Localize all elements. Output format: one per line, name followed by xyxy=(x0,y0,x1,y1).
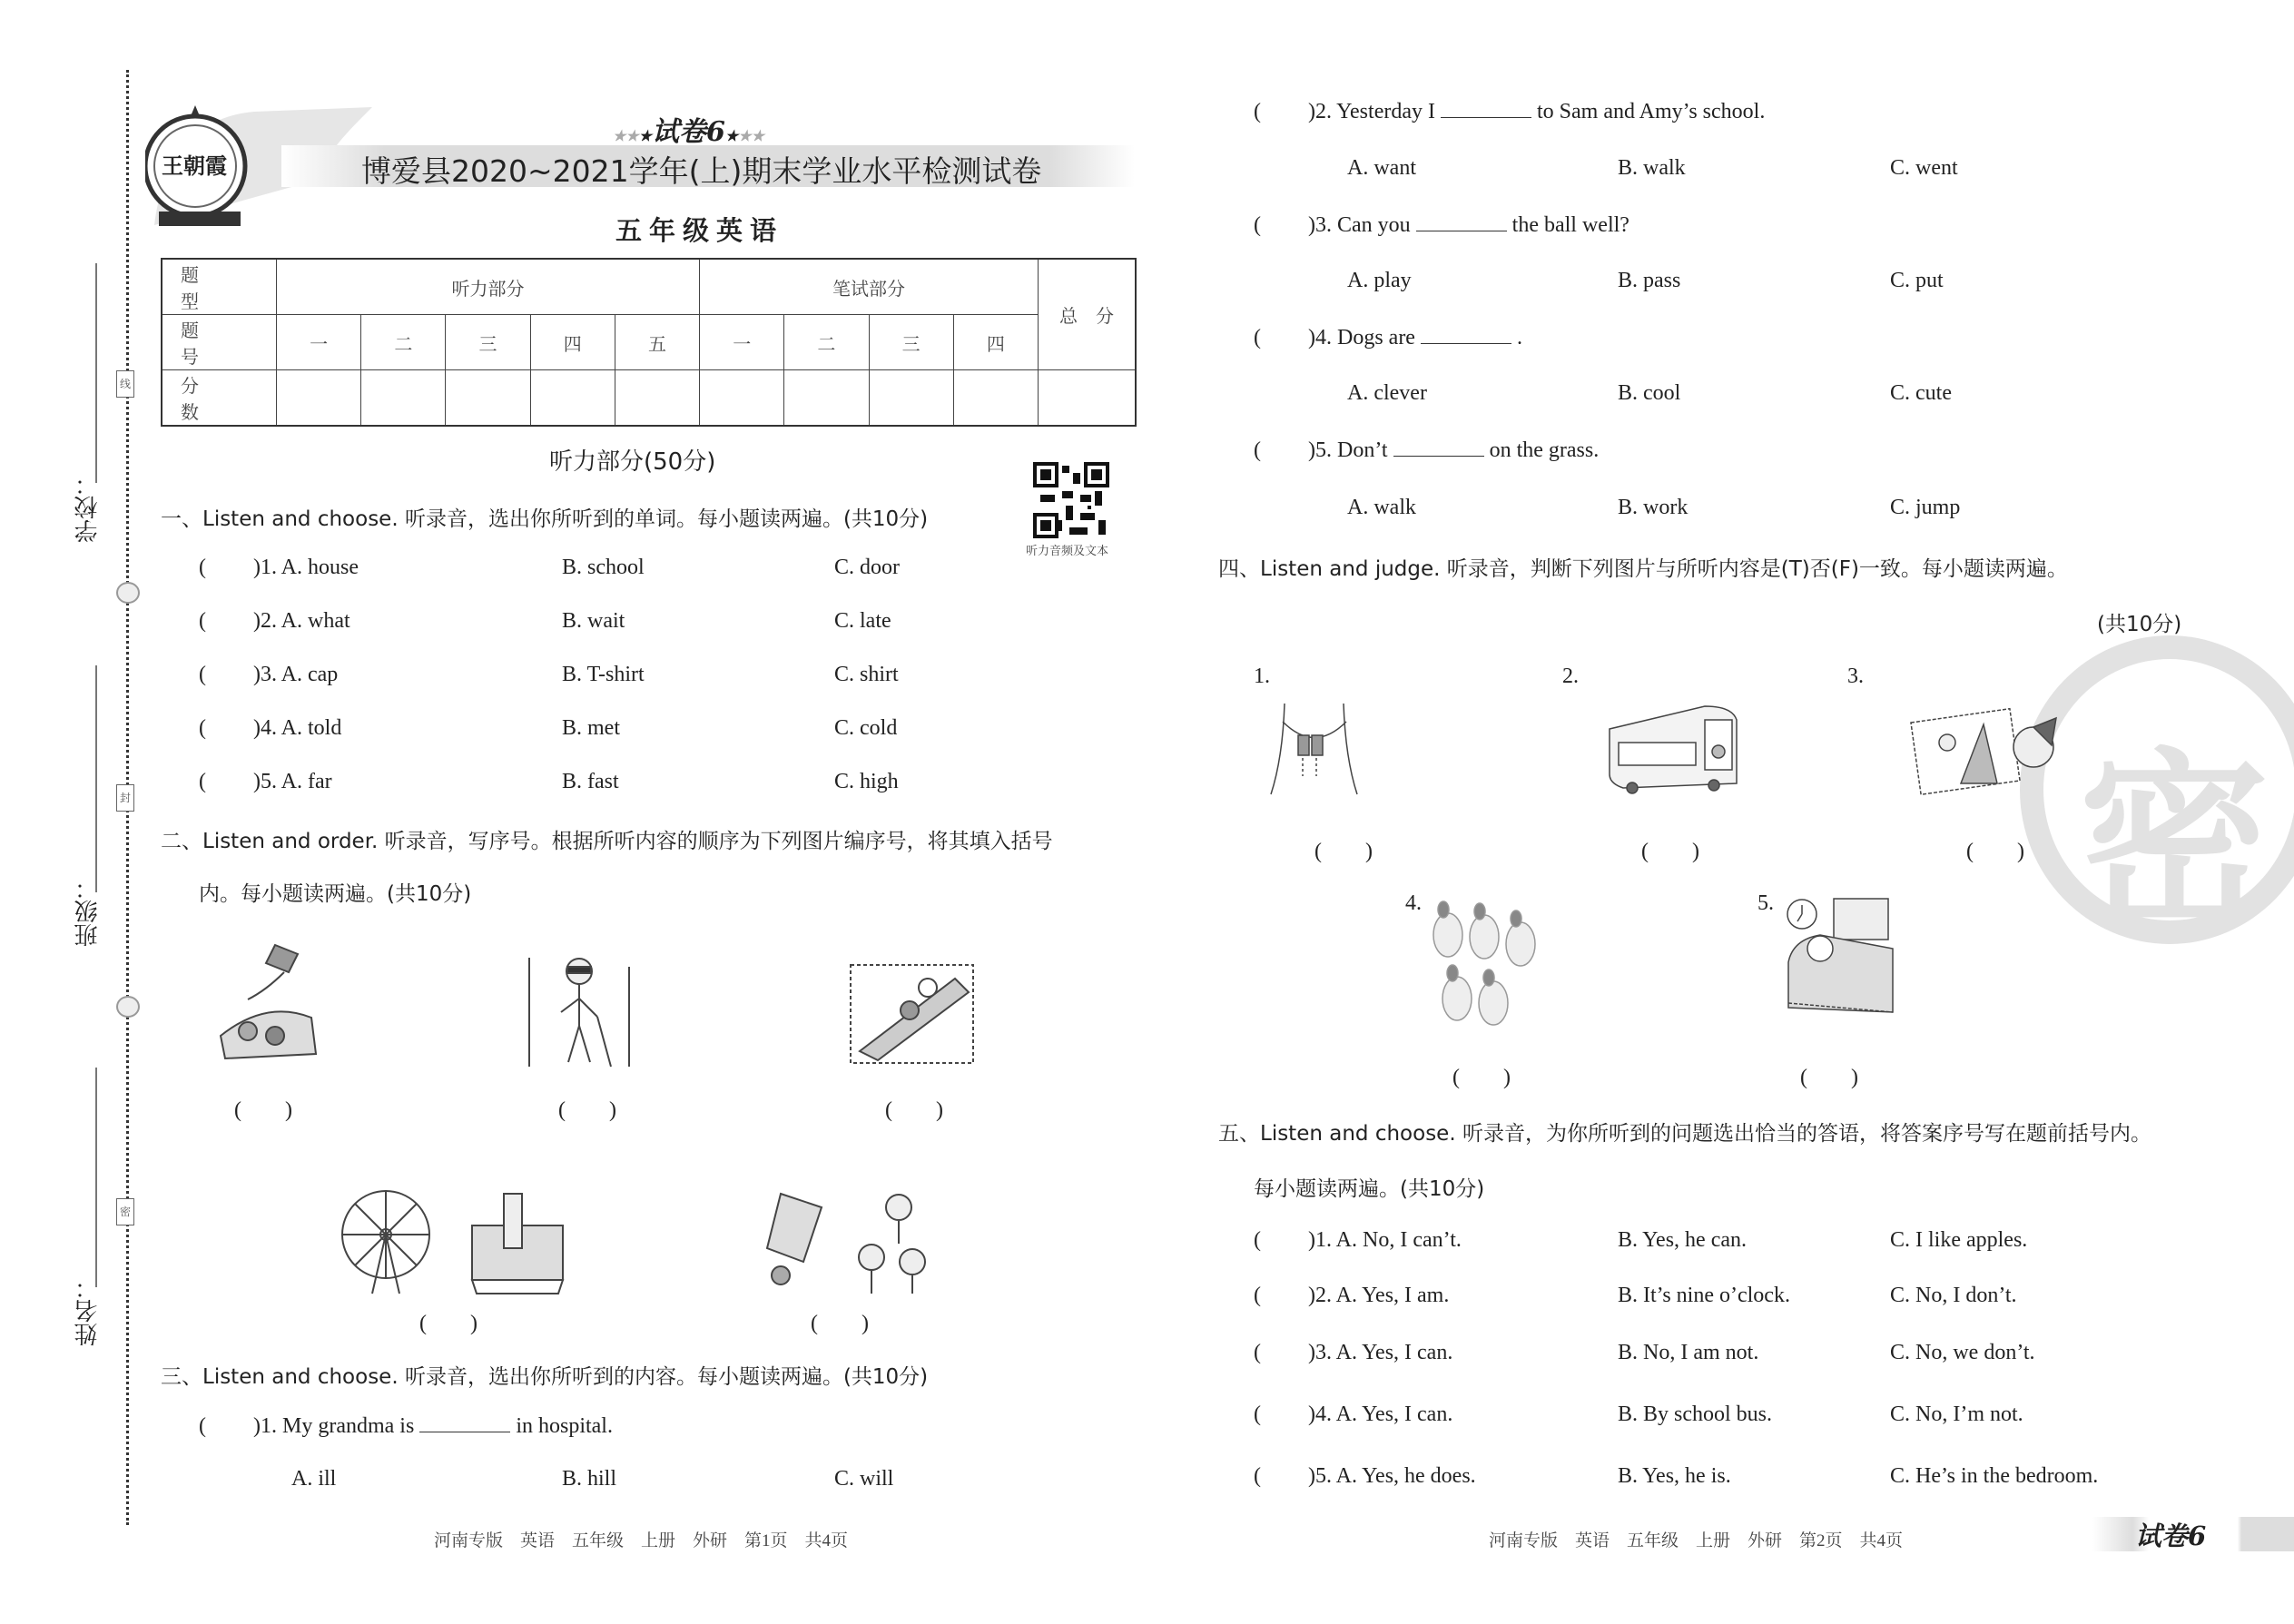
list-item xyxy=(1254,213,1629,238)
option-a: )1. A. No, I can’t. xyxy=(1308,1228,1462,1252)
total-header: 总 分 xyxy=(1039,259,1137,370)
list-item xyxy=(1254,1464,1476,1489)
school-underline xyxy=(95,263,97,483)
listening-title: 听力部分(50分) xyxy=(549,448,716,476)
illustration-children-playing xyxy=(753,1185,940,1298)
listening-num: 五 xyxy=(615,315,699,370)
option-a: )1. A. house xyxy=(253,556,359,579)
score-cell[interactable] xyxy=(277,370,361,427)
option-a: A. walk xyxy=(1347,496,1416,519)
option-a: )5. A. far xyxy=(253,770,332,793)
answer-paren[interactable]: ( xyxy=(199,770,206,793)
option-b: B. work xyxy=(1618,496,1689,519)
score-cell[interactable] xyxy=(700,370,784,427)
list-item xyxy=(199,1414,613,1439)
option-c: C. door xyxy=(834,556,900,579)
listening-num: 三 xyxy=(446,315,530,370)
score-cell[interactable] xyxy=(361,370,446,427)
answer-blank xyxy=(1421,327,1511,344)
picture-label: 2. xyxy=(1562,664,1579,688)
list-item xyxy=(1254,1403,1452,1427)
row-label-score: 分 数 xyxy=(162,370,277,427)
option-b: B. fast xyxy=(562,770,619,793)
seal-mark-secret: 密 xyxy=(116,1198,134,1225)
list-item xyxy=(199,556,359,580)
answer-paren[interactable]: ( ) xyxy=(1452,1066,1511,1089)
option-b: B. walk xyxy=(1618,156,1686,180)
score-cell[interactable] xyxy=(446,370,530,427)
option-b: B. By school bus. xyxy=(1618,1403,1773,1426)
list-item xyxy=(199,609,350,634)
name-label: 姓名： xyxy=(74,1275,102,1346)
section5-heading: 五、Listen and choose. 听录音，为你所听到的问题选出恰当的答语，将答案序号写在题前括号内。 xyxy=(1218,1122,2151,1146)
qr-caption: 听力音频及文本 xyxy=(1026,545,1109,558)
answer-paren[interactable]: ( ) xyxy=(1966,840,2024,863)
question-text: to Sam and Amy’s school. xyxy=(1536,100,1766,123)
option-c: C. shirt xyxy=(834,663,899,686)
score-cell[interactable] xyxy=(615,370,699,427)
option-a: )2. A. what xyxy=(253,609,350,633)
writing-num: 二 xyxy=(784,315,869,370)
answer-blank xyxy=(1393,439,1484,457)
answer-paren[interactable]: ( ) xyxy=(885,1098,943,1122)
answer-paren[interactable]: ( ) xyxy=(558,1098,616,1122)
star-icon: ★★ xyxy=(613,127,639,144)
section4-points: (共10分) xyxy=(2097,613,2182,636)
score-cell[interactable] xyxy=(953,370,1038,427)
question-text: in hospital. xyxy=(516,1414,613,1438)
question-text: on the grass. xyxy=(1489,438,1600,462)
section3-heading: 三、Listen and choose. 听录音，选出你所听到的内容。每小题读两遍。(共10分) xyxy=(161,1365,929,1389)
question-text: )1. My grandma is xyxy=(253,1414,415,1438)
answer-paren[interactable]: ( xyxy=(1254,326,1261,349)
answer-blank xyxy=(1416,214,1507,231)
score-cell[interactable] xyxy=(784,370,869,427)
option-b: B. T-shirt xyxy=(562,663,645,686)
option-c: C. No, I don’t. xyxy=(1890,1284,2017,1307)
listening-num: 一 xyxy=(277,315,361,370)
answer-paren[interactable]: ( ) xyxy=(234,1098,292,1122)
section2-heading-cont: 内。每小题读两遍。(共10分) xyxy=(199,882,472,906)
answer-paren[interactable]: ( xyxy=(199,716,206,740)
list-item xyxy=(1254,1284,1449,1308)
illustration-boy-in-bed xyxy=(1784,894,1897,1021)
answer-paren[interactable]: ( xyxy=(199,663,206,686)
list-item xyxy=(199,663,338,687)
option-b: B. cool xyxy=(1618,381,1681,405)
option-c: C. No, we don’t. xyxy=(1890,1341,2035,1364)
illustration-slide xyxy=(846,960,978,1068)
star-icon: ★ xyxy=(724,127,739,144)
answer-paren[interactable]: ( xyxy=(1254,100,1261,123)
section1-heading: 一、Listen and choose. 听录音，选出你所听到的单词。每小题读两遍。(共10分) xyxy=(161,507,929,531)
option-b: B. It’s nine o’clock. xyxy=(1618,1284,1790,1307)
seal-mark-line: 线 xyxy=(116,370,134,398)
answer-paren[interactable]: ( xyxy=(1254,213,1261,237)
option-c: C. put xyxy=(1890,269,1944,292)
seal-mark-seal: 封 xyxy=(116,784,134,812)
illustration-boy-walking xyxy=(511,949,647,1071)
question-text: )3. Can you xyxy=(1308,213,1411,237)
answer-paren[interactable]: ( xyxy=(1254,1228,1261,1252)
series-text: 试卷6 xyxy=(652,116,725,148)
list-item xyxy=(1254,438,1599,463)
question-text: )2. Yesterday I xyxy=(1308,100,1435,123)
binding-circle-icon xyxy=(116,996,140,1018)
section4-heading: 四、Listen and judge. 听录音，判断下列图片与所听内容是(T)否(F)一致。每小题读两遍。 xyxy=(1218,557,2068,581)
option-b: B. wait xyxy=(562,609,625,633)
footer-badge: 试卷6 xyxy=(2135,1521,2207,1551)
option-a: A. clever xyxy=(1347,381,1427,405)
page-footer-1: 河南专版 英语 五年级 上册 外研 第1页 共4页 xyxy=(434,1531,849,1550)
picture-label: 3. xyxy=(1847,664,1864,688)
listening-header: 听力部分 xyxy=(277,259,700,315)
option-a: A. ill xyxy=(291,1467,337,1491)
illustration-clothesline xyxy=(1266,699,1366,797)
illustration-pears xyxy=(1425,899,1561,1026)
answer-paren[interactable]: ( xyxy=(199,609,206,633)
score-cell[interactable] xyxy=(869,370,953,427)
exam-subtitle: 五年级英语 xyxy=(615,215,784,246)
listening-num: 四 xyxy=(530,315,615,370)
answer-paren[interactable]: ( xyxy=(1254,438,1261,462)
option-c: C. will xyxy=(834,1467,894,1491)
class-label: 班级： xyxy=(74,876,102,947)
binding-circle-icon xyxy=(116,582,140,604)
list-item xyxy=(199,716,341,741)
answer-blank xyxy=(1441,101,1531,118)
option-c: C. cold xyxy=(834,716,898,740)
writing-num: 三 xyxy=(869,315,953,370)
answer-blank xyxy=(419,1415,510,1432)
answer-paren[interactable]: ( ) xyxy=(419,1312,478,1335)
score-table xyxy=(161,258,1137,427)
section5-heading-cont: 每小题读两遍。(共10分) xyxy=(1254,1177,1485,1201)
section2-heading: 二、Listen and order. 听录音，写序号。根据所听内容的顺序为下列图片编序号，将其填入括号 xyxy=(161,830,1053,853)
option-b: B. No, I am not. xyxy=(1618,1341,1759,1364)
option-b: B. Yes, he can. xyxy=(1618,1228,1747,1252)
qr-code-icon[interactable] xyxy=(1033,462,1109,538)
option-b: B. school xyxy=(562,556,645,579)
writing-num: 四 xyxy=(953,315,1038,370)
option-a: )4. A. told xyxy=(253,716,342,740)
option-c: C. late xyxy=(834,609,891,633)
star-icon: ★ xyxy=(638,127,653,144)
option-c: C. I like apples. xyxy=(1890,1228,2028,1252)
option-c: C. cute xyxy=(1890,381,1952,405)
option-a: )3. A. Yes, I can. xyxy=(1308,1341,1453,1364)
question-text: )5. Don’t xyxy=(1308,438,1388,462)
answer-paren[interactable]: ( ) xyxy=(1641,840,1699,863)
writing-header: 笔试部分 xyxy=(700,259,1039,315)
answer-paren[interactable]: ( ) xyxy=(811,1312,869,1335)
option-a: )4. A. Yes, I can. xyxy=(1308,1403,1453,1426)
list-item xyxy=(1254,1228,1462,1253)
list-item xyxy=(1254,326,1522,350)
illustration-kite-boat xyxy=(212,936,325,1068)
answer-paren[interactable]: ( ) xyxy=(1314,840,1373,863)
option-b: B. hill xyxy=(562,1467,617,1491)
page-footer-2: 河南专版 英语 五年级 上册 外研 第2页 共4页 xyxy=(1489,1531,1904,1550)
option-a: )2. A. Yes, I am. xyxy=(1308,1284,1450,1307)
series-label xyxy=(613,109,764,149)
picture-label: 5. xyxy=(1757,891,1774,915)
option-c: C. jump xyxy=(1890,496,1961,519)
option-c: C. went xyxy=(1890,156,1958,180)
option-a: A. play xyxy=(1347,269,1412,292)
total-score-cell[interactable] xyxy=(1039,370,1137,427)
score-cell[interactable] xyxy=(530,370,615,427)
list-item xyxy=(1254,1341,1452,1365)
question-text: the ball well? xyxy=(1511,213,1629,237)
option-b: B. met xyxy=(562,716,620,740)
picture-label: 4. xyxy=(1405,891,1422,915)
option-b: B. pass xyxy=(1618,269,1681,292)
answer-paren[interactable]: ( xyxy=(1254,1464,1261,1488)
row-label-number: 题 号 xyxy=(162,315,277,370)
exam-title: 博爱县2020~2021学年(上)期末学业水平检测试卷 xyxy=(361,153,1042,189)
question-text: )4. Dogs are xyxy=(1308,326,1415,349)
writing-num: 一 xyxy=(700,315,784,370)
list-item xyxy=(199,770,332,794)
option-c: C. No, I’m not. xyxy=(1890,1403,2023,1426)
row-label-type: 题 型 xyxy=(162,259,277,315)
picture-label: 1. xyxy=(1254,664,1270,688)
list-item xyxy=(1254,100,1765,124)
answer-paren[interactable]: ( ) xyxy=(1800,1066,1858,1089)
option-b: B. Yes, he is. xyxy=(1618,1464,1731,1488)
name-underline xyxy=(95,1068,97,1287)
logo-text: 王朝霞 xyxy=(162,153,227,179)
listening-num: 二 xyxy=(361,315,446,370)
illustration-london-eye xyxy=(336,1185,572,1298)
watermark-seal: 密 xyxy=(2079,732,2270,954)
answer-paren[interactable]: ( xyxy=(199,1414,206,1438)
illustration-bus xyxy=(1605,702,1741,797)
option-c: C. He’s in the bedroom. xyxy=(1890,1464,2099,1488)
question-text: . xyxy=(1516,326,1522,349)
answer-paren[interactable]: ( xyxy=(199,556,206,579)
option-a: A. want xyxy=(1347,156,1416,180)
answer-paren[interactable]: ( xyxy=(1254,1403,1261,1426)
answer-paren[interactable]: ( xyxy=(1254,1341,1261,1364)
option-a: )5. A. Yes, he does. xyxy=(1308,1464,1476,1488)
class-underline xyxy=(95,665,97,892)
option-a: )3. A. cap xyxy=(253,663,339,686)
illustration-picture-frame xyxy=(1906,702,2070,797)
star-icon: ★★ xyxy=(738,127,764,144)
option-c: C. high xyxy=(834,770,899,793)
school-label: 学校： xyxy=(74,472,102,543)
answer-paren[interactable]: ( xyxy=(1254,1284,1261,1307)
